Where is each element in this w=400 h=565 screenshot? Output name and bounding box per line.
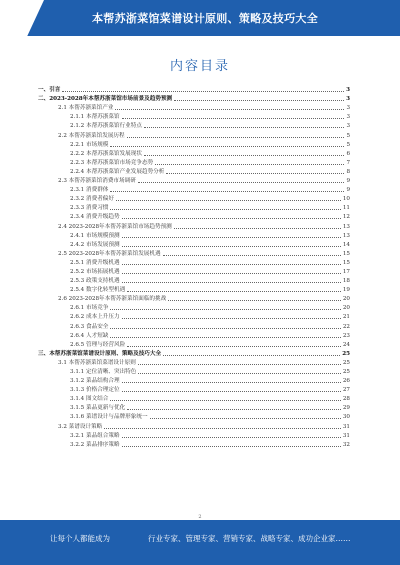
toc-entry-page: 18	[342, 278, 350, 285]
toc-entry-label: 2.2.4 本帮苏浙菜馆产业发展趋势分析	[70, 168, 165, 175]
toc-entry-page: 3	[346, 96, 350, 103]
toc-entry[interactable]	[38, 384, 350, 393]
toc-entry-page: 8	[346, 168, 350, 175]
toc-leader-dots	[122, 391, 341, 392]
toc-entry[interactable]	[38, 420, 350, 429]
toc-entry-page: 3	[346, 123, 350, 130]
toc-entry-label: 2.6.2 成本上升压力	[70, 314, 120, 321]
toc-entry-label: 3.1.1 定位清晰、突出特色	[70, 369, 137, 375]
toc-entry[interactable]	[38, 320, 350, 329]
toc-entry-label: 3.1.4 图文结合	[70, 396, 109, 403]
toc-leader-dots	[127, 409, 341, 410]
toc-entry[interactable]	[38, 302, 350, 311]
toc-entry[interactable]	[38, 348, 350, 357]
toc-leader-dots	[127, 137, 345, 138]
toc-entry-page: 15	[342, 259, 350, 266]
toc-entry-page: 29	[342, 405, 350, 412]
toc-entry-label: 3.1.3 价格合理定位	[70, 387, 120, 394]
toc-leader-dots	[122, 446, 341, 447]
page-footer	[0, 520, 400, 565]
toc-entry-label: 2.5.1 消费升级机遇	[70, 259, 120, 266]
toc-entry-page: 6	[346, 150, 350, 157]
toc-entry-label: 2.5.3 政策支持机遇	[70, 278, 120, 285]
toc-entry-page: 5	[346, 132, 350, 139]
toc-entry[interactable]	[38, 220, 350, 229]
toc-entry-label: 3.2.1 菜品组合策略	[70, 432, 120, 439]
toc-entry-label: 2.4.2 市场发展预测	[70, 241, 120, 248]
toc-leader-dots	[127, 346, 341, 347]
toc-leader-dots	[122, 246, 341, 247]
toc-leader-dots	[144, 155, 344, 156]
toc-leader-dots	[110, 328, 340, 329]
toc-entry[interactable]	[38, 148, 350, 157]
toc-entry-page: 7	[346, 159, 350, 166]
toc-entry-label: 3.1.5 菜品更新与优化	[70, 405, 126, 412]
toc-leader-dots	[150, 418, 341, 419]
toc-entry-label: 2.1.2 本帮苏浙菜馆行业特点	[70, 123, 142, 130]
toc-entry-label: 二、2023-2028年本帮苏浙菜馆市场前景及趋势预测	[38, 96, 173, 103]
toc-leader-dots	[122, 382, 341, 383]
toc-entry[interactable]	[38, 239, 350, 248]
toc-entry-label: 3.2 菜谱设计策略	[58, 423, 103, 430]
footer-roles: 行业专家、管理专家、营销专家、战略专家、成功企业家……	[148, 534, 351, 543]
toc-entry-page: 20	[342, 296, 350, 303]
toc-entry-label: 3.1 本帮苏浙菜馆菜谱设计原则	[58, 359, 136, 366]
toc-entry-page: 3	[346, 105, 350, 112]
page-number: 2	[198, 514, 202, 520]
toc-entry[interactable]	[38, 111, 350, 120]
toc-entry-page: 3	[346, 87, 350, 94]
toc-entry[interactable]	[38, 120, 350, 129]
toc-leader-dots	[110, 146, 344, 147]
toc-leader-dots	[122, 264, 341, 265]
toc-leader-dots	[174, 228, 341, 229]
toc-entry[interactable]	[38, 248, 350, 257]
toc-entry-label: 一、引言	[38, 87, 61, 94]
toc-entry[interactable]	[38, 139, 350, 148]
toc-entry-page: 25	[342, 369, 350, 375]
toc-entry-page: 31	[342, 423, 350, 430]
toc-leader-dots	[166, 173, 344, 174]
toc-entry-label: 2.1.1 本帮苏浙菜馆	[70, 114, 120, 121]
toc-entry-page: 14	[342, 241, 350, 248]
toc-entry[interactable]	[38, 375, 350, 384]
toc-leader-dots	[110, 309, 340, 310]
toc-leader-dots	[138, 373, 341, 374]
toc-entry[interactable]	[38, 275, 350, 284]
toc-leader-dots	[122, 218, 341, 219]
toc-heading: 内容目录	[169, 59, 230, 74]
toc-leader-dots	[168, 300, 341, 301]
toc-entry-page: 25	[342, 350, 350, 357]
toc-leader-dots	[62, 91, 344, 92]
toc-entry[interactable]	[38, 193, 350, 202]
toc-entry-label: 2.2.2 本帮苏浙菜馆发展现状	[70, 150, 142, 157]
toc-entry-label: 2.4.1 市场规模预测	[70, 232, 120, 239]
toc-entry-label: 2.2.1 市场规模	[70, 141, 109, 148]
toc-entry[interactable]	[38, 175, 350, 184]
toc-entry-page: 3	[346, 114, 350, 121]
toc-entry[interactable]	[38, 430, 350, 439]
toc-entry[interactable]	[38, 311, 350, 320]
toc-leader-dots	[110, 191, 344, 192]
toc-leader-dots	[122, 437, 341, 438]
toc-entry-label: 2.5.2 市场拓展机遇	[70, 268, 120, 275]
toc-entry-page: 26	[342, 378, 350, 385]
toc-entry-page: 9	[346, 178, 350, 185]
toc-leader-dots	[163, 255, 341, 256]
toc-entry-label: 2.2.3 本帮苏浙菜馆市场竞争态势	[70, 159, 154, 166]
table-of-contents	[38, 84, 350, 448]
toc-entry[interactable]	[38, 157, 350, 166]
toc-entry[interactable]	[38, 330, 350, 339]
toc-entry[interactable]	[38, 411, 350, 420]
toc-entry-page: 13	[342, 232, 350, 239]
toc-entry-page: 17	[342, 268, 350, 275]
toc-entry-page: 9	[346, 187, 350, 194]
toc-entry-label: 2.3 本帮苏浙菜馆消费市场调研	[58, 178, 136, 185]
toc-entry[interactable]	[38, 293, 350, 302]
toc-entry-page: 15	[342, 250, 350, 257]
toc-entry-page: 13	[342, 223, 350, 230]
toc-entry-page: 10	[342, 196, 350, 203]
toc-entry-page: 31	[342, 432, 350, 439]
toc-entry-label: 2.6.3 食品安全	[70, 323, 109, 330]
toc-leader-dots	[115, 109, 344, 110]
toc-entry[interactable]	[38, 230, 350, 239]
toc-entry-label: 2.3.3 消费习惯	[70, 205, 109, 212]
toc-entry[interactable]	[38, 202, 350, 211]
toc-leader-dots	[104, 428, 341, 429]
toc-entry-page: 23	[342, 332, 350, 339]
toc-entry[interactable]	[38, 129, 350, 138]
toc-entry-label: 3.1.2 菜品结构合理	[70, 378, 120, 385]
toc-entry-label: 三、本帮苏浙菜馆菜谱设计原则、策略及技巧大全	[38, 350, 162, 357]
toc-entry-page: 28	[342, 396, 350, 403]
toc-leader-dots	[127, 291, 341, 292]
toc-entry[interactable]	[38, 211, 350, 220]
toc-entry-label: 2.5.4 数字化转型机遇	[70, 287, 126, 294]
toc-leader-dots	[110, 400, 340, 401]
toc-leader-dots	[155, 164, 344, 165]
toc-entry-label: 2.4 2023-2028年本帮苏浙菜馆市场趋势预测	[58, 223, 172, 230]
toc-entry-page: 11	[342, 205, 350, 212]
toc-entry[interactable]	[38, 357, 350, 366]
document-title: 本帮苏浙菜馆菜谱设计原则、策略及技巧大全	[92, 12, 318, 25]
toc-leader-dots	[144, 127, 344, 128]
toc-entry[interactable]	[38, 184, 350, 193]
toc-entry[interactable]	[38, 102, 350, 111]
toc-entry-page: 22	[342, 323, 350, 330]
toc-leader-dots	[110, 209, 340, 210]
toc-entry-page: 30	[342, 414, 350, 421]
toc-entry[interactable]	[38, 402, 350, 411]
toc-entry[interactable]	[38, 93, 350, 102]
footer-slogan: 让每个人都能成为	[50, 534, 110, 543]
toc-entry-page: 12	[342, 214, 350, 221]
toc-leader-dots	[116, 200, 341, 201]
toc-entry-page: 25	[342, 359, 350, 366]
toc-entry-label: 3.1.6 菜谱设计与品牌形象统一	[70, 414, 148, 421]
toc-entry-label: 3.2.2 菜品排序策略	[70, 441, 120, 448]
toc-entry[interactable]	[38, 366, 350, 375]
toc-entry[interactable]	[38, 257, 350, 266]
toc-leader-dots	[122, 282, 341, 283]
toc-entry-label: 2.6.4 人才短缺	[70, 332, 109, 339]
toc-entry[interactable]	[38, 393, 350, 402]
toc-entry-page: 19	[342, 287, 350, 294]
toc-entry-label: 2.1 本帮苏浙菜馆产业	[58, 105, 114, 112]
toc-entry[interactable]	[38, 84, 350, 93]
toc-leader-dots	[138, 364, 341, 365]
toc-entry-label: 2.2 本帮苏浙菜馆发展历程	[58, 132, 125, 139]
toc-entry-page: 21	[342, 314, 350, 321]
toc-leader-dots	[163, 355, 340, 356]
toc-entry-page: 5	[346, 141, 350, 148]
toc-leader-dots	[122, 118, 345, 119]
toc-leader-dots	[122, 273, 341, 274]
page-header	[0, 0, 400, 36]
toc-leader-dots	[174, 100, 344, 101]
toc-entry-label: 2.3.1 消费群体	[70, 187, 109, 194]
toc-leader-dots	[122, 318, 341, 319]
toc-entry-page: 24	[342, 341, 350, 348]
toc-entry[interactable]	[38, 339, 350, 348]
toc-entry-label: 2.6 2023-2028年本帮苏浙菜馆面临的挑战	[58, 296, 167, 303]
toc-entry[interactable]	[38, 166, 350, 175]
toc-entry-label: 2.6.5 管理与经营风险	[70, 341, 126, 348]
toc-entry-label: 2.6.1 市场竞争	[70, 305, 109, 312]
toc-entry[interactable]	[38, 284, 350, 293]
header-accent-tab	[0, 0, 44, 36]
toc-leader-dots	[138, 182, 345, 183]
toc-entry-page: 32	[342, 441, 350, 448]
toc-entry[interactable]	[38, 439, 350, 448]
toc-entry[interactable]	[38, 266, 350, 275]
toc-entry-page: 20	[342, 305, 350, 312]
toc-entry-label: 2.3.2 消费者偏好	[70, 196, 114, 203]
toc-entry-label: 2.5 2023-2028年本帮苏浙菜馆发展机遇	[58, 250, 161, 257]
toc-leader-dots	[122, 237, 341, 238]
toc-entry-label: 2.3.4 消费升级趋势	[70, 214, 120, 221]
toc-entry-page: 27	[342, 387, 350, 394]
toc-leader-dots	[110, 337, 340, 338]
